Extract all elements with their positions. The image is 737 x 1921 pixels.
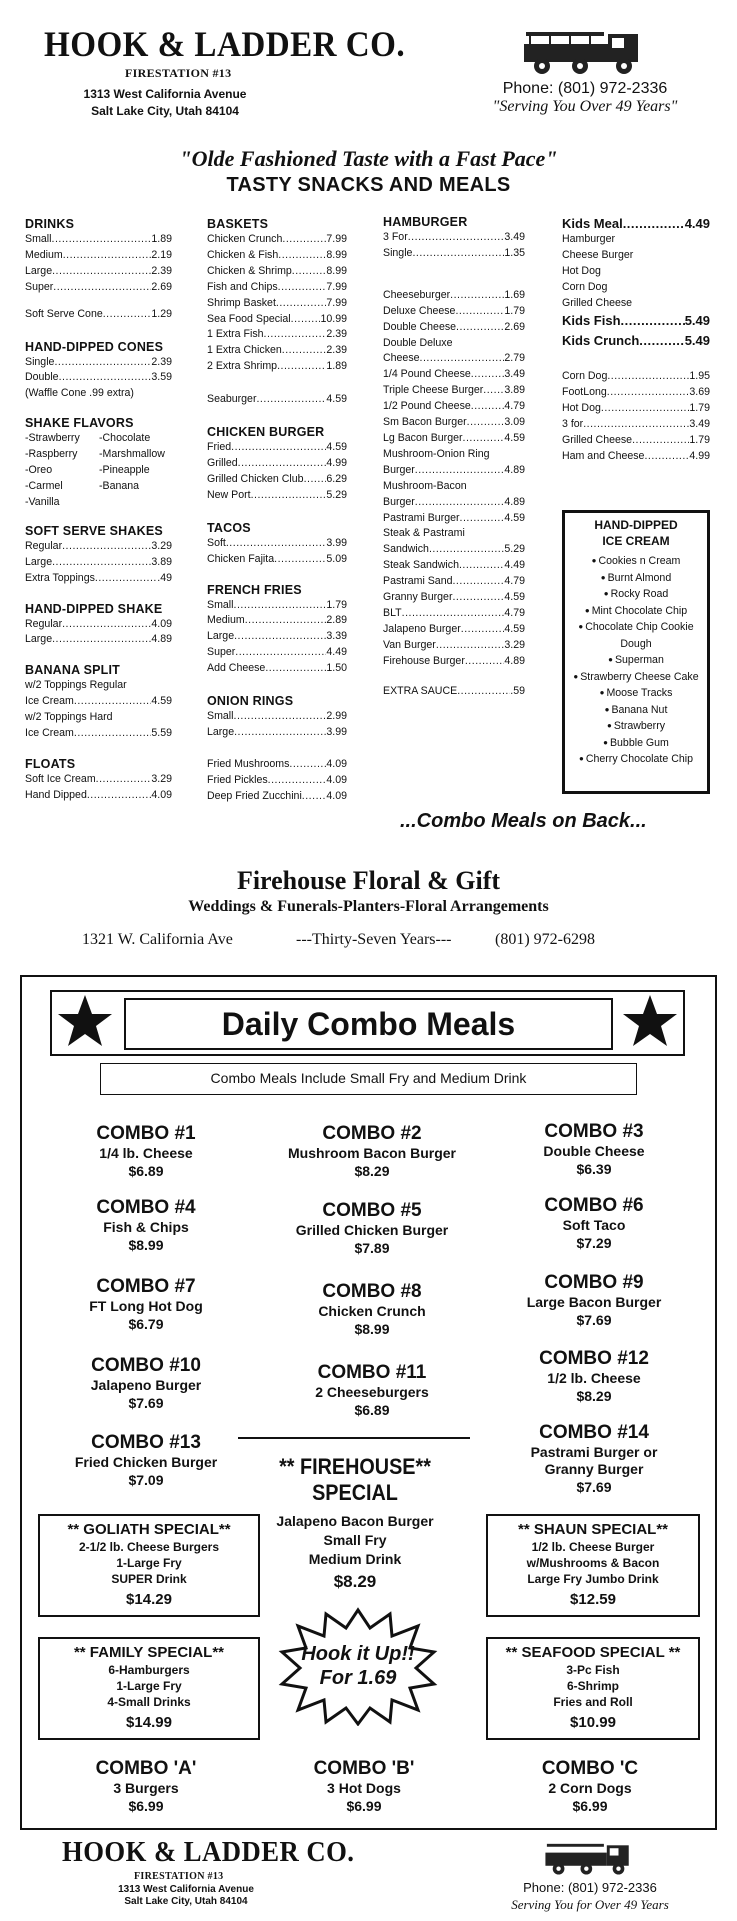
flavor-item: ● Superman [567,652,705,669]
floral-title: Firehouse Floral & Gift [236,866,501,895]
kids-choice: Cheese Burger [562,248,634,261]
combo-10: COMBO #10 Jalapeno Burger $7.69 [90,1355,202,1411]
menu-item: Sea Food Special ..... 10.99 [207,312,347,328]
flavor-item: ● Cookies n Cream [567,553,705,570]
combo-back-note: ...Combo Meals on Back... [400,810,647,832]
menu-item-kids-fish: Kids Fish ..... 5.49 [562,313,710,329]
combo-5: COMBO #5 Grilled Chicken Burger $7.89 [295,1200,449,1256]
menu-item: Fried Mushrooms ..... 4.09 [207,757,347,773]
menu-item: Steak Sandwich ..... 4.49 [383,558,525,574]
fire-truck-icon [520,24,650,76]
menu-item: Pastrami Burger ..... 4.59 [383,511,525,527]
section-baskets: BASKETS [207,217,269,231]
menu-item: Small ..... 1.89 [25,232,172,248]
menu-column-3 [383,214,525,699]
menu-item: Double ..... 3.59 [25,370,172,386]
firehouse-divider [238,1437,470,1439]
menu-item: Chicken & Fish ..... 8.99 [207,248,347,264]
menu-item: Super ..... 4.49 [207,645,347,661]
ice-cream-box [562,510,710,794]
menu-note: Mushroom-Bacon [383,479,467,492]
section-floats: FLOATS [25,756,76,771]
menu-item: Lg Bacon Burger ..... 4.59 [383,431,525,447]
menu-item: Small ..... 2.99 [207,709,347,725]
menu-item: Soft ..... 3.99 [207,536,347,552]
flavor-item: ● Strawberry Cheese Cake [567,669,705,686]
menu-item: Soft Serve Cone ..... 1.29 [25,307,172,323]
combo-9: COMBO #9 Large Bacon Burger $7.69 [526,1272,662,1328]
menu-item: Fried Pickles ..... 4.09 [207,773,347,789]
firestation-label: FIRESTATION #13 [125,66,232,80]
menu-item: Hand Dipped ..... 4.09 [25,788,172,804]
combo-1: COMBO #1 1/4 lb. Cheese $6.89 [96,1123,196,1179]
flavor-item: ● Bubble Gum [567,735,705,752]
menu-item: Burger ..... 4.89 [383,495,525,511]
menu-item: Jalapeno Burger ..... 4.59 [383,622,525,638]
flavor-item: ● Chocolate Chip Cookie [567,619,705,636]
menu-item: Fish and Chips ..... 7.99 [207,280,347,296]
phone-number: Phone: (801) 972-2336 [502,80,668,97]
seafood-special: ** SEAFOOD SPECIAL ** 3-Pc Fish 6-Shrimp Fries and Roll $10.99 [486,1637,700,1740]
combo-4: COMBO #4 Fish & Chips $8.99 [96,1197,196,1253]
menu-item: BLT ..... 4.79 [383,606,525,622]
menu-item: 1 Extra Chicken ..... 2.39 [207,343,347,359]
flavor-item: ● Cherry Chocolate Chip [567,751,705,768]
section-fries: FRENCH FRIES [207,582,302,597]
menu-note: w/2 Toppings Hard [25,711,113,724]
header [0,0,737,200]
menu-item: 1/4 Pound Cheese ..... 3.49 [383,367,525,383]
menu-item: Add Cheese ..... 1.50 [207,661,347,677]
section-cones: HAND-DIPPED CONES [25,339,164,354]
menu-note: Mushroom-Onion Ring [383,447,490,460]
footer-address-line-1: 1313 West California Avenue [118,1884,254,1895]
combo-6: COMBO #6 Soft Taco $7.29 [544,1195,644,1251]
hook-it-up-text: Hook it Up!! For 1.69 [301,1643,415,1689]
menu-item: 3 for ..... 3.49 [562,417,710,433]
menu-item: Ham and Cheese ..... 4.99 [562,449,710,465]
goliath-special: ** GOLIATH SPECIAL** 2-1/2 lb. Cheese Burgers 1-Large Fry SUPER Drink $14.29 [38,1514,260,1617]
flavor-item: ● Moose Tracks [567,685,705,702]
menu-item: Fried ..... 4.59 [207,440,347,456]
footer-phone: Phone: (801) 972-2336 [523,1880,657,1895]
star-icon [621,993,679,1051]
menu-item: Sandwich ..... 5.29 [383,542,525,558]
menu-item: Grilled Cheese ..... 1.79 [562,433,710,449]
menu-item: Large ..... 3.39 [207,629,347,645]
section-banana-split: BANANA SPLIT [25,663,120,678]
menu-item: Pastrami Sand ..... 4.79 [383,574,525,590]
combo-13: COMBO #13 Fried Chicken Burger $7.09 [74,1432,218,1488]
section-chicken-burger: CHICKEN BURGER [207,425,325,440]
menu-item: Single ..... 2.39 [25,355,172,371]
shaun-special: ** SHAUN SPECIAL** 1/2 lb. Cheese Burger w/Mushrooms & Bacon Large Fry Jumbo Drink $12.59 [486,1514,700,1617]
footer-firestation: FIRESTATION #13 [134,1871,224,1882]
kids-choice: Corn Dog [562,280,608,293]
combo-12: COMBO #12 1/2 lb. Cheese $8.29 [539,1348,649,1404]
flavor-item: Dough [620,637,652,650]
menu-item: Deluxe Cheese ..... 1.79 [383,304,525,320]
flavor-item: ● Burnt Almond [567,570,705,587]
sub-tagline: TASTY SNACKS AND MEALS [226,174,511,196]
menu-note: w/2 Toppings Regular [25,679,127,692]
menu-item: Van Burger ..... 3.29 [383,638,525,654]
floral-phone: (801) 972-6298 [495,931,595,948]
address-line-2: Salt Lake City, Utah 84104 [91,104,239,118]
menu-item: Super ..... 2.69 [25,280,172,296]
family-special: ** FAMILY SPECIAL** 6-Hamburgers 1-Large Fry 4-Small Drinks $14.99 [38,1637,260,1740]
menu-item: Ice Cream ..... 5.59 [25,726,172,742]
floral-address: 1321 W. California Ave [82,931,233,948]
combo-b: COMBO 'B' 3 Hot Dogs $6.99 [313,1758,415,1814]
menu-item: Chicken Crunch ..... 7.99 [207,232,347,248]
menu-item: Granny Burger ..... 4.59 [383,590,525,606]
combo-14: COMBO #14 Pastrami Burger or Granny Burger $7.69 [530,1422,658,1495]
combo-title: Daily Combo Meals [124,998,613,1050]
combo-7: COMBO #7 FT Long Hot Dog $6.79 [89,1276,203,1332]
section-shake-flavors: SHAKE FLAVORS [25,416,134,431]
menu-item: Ice Cream ..... 4.59 [25,694,172,710]
menu-item: Medium ..... 2.19 [25,248,172,264]
menu-item: 3 For ..... 3.49 [383,230,525,246]
menu-item: Deep Fried Zucchini ..... 4.09 [207,789,347,805]
menu-item-kids-meal: Kids Meal ..... 4.49 [562,216,710,232]
combo-a: COMBO 'A' 3 Burgers $6.99 [95,1758,197,1814]
flavor-list: -Strawberry -Chocolate -Raspberry -Marshmallow -Oreo -Pineapple -Carmel -Banana -Vanilla [25,432,165,508]
footer-serving: Serving You for Over 49 Years [511,1897,669,1912]
kids-choice: Hot Dog [562,264,601,277]
section-onion-rings: ONION RINGS [207,694,294,709]
combo-8: COMBO #8 Chicken Crunch $8.99 [318,1281,426,1337]
menu-item: Firehouse Burger ..... 4.89 [383,654,525,670]
menu-item: Large ..... 2.39 [25,264,172,280]
ice-cream-title-2: ICE CREAM [602,534,670,548]
flavor-item: ● Banana Nut [567,702,705,719]
menu-item: Single ..... 1.35 [383,246,525,262]
combo-c: COMBO 'C 2 Corn Dogs $6.99 [541,1758,639,1814]
section-soft-shakes: SOFT SERVE SHAKES [25,523,163,538]
section-tacos: TACOS [207,520,251,535]
menu-item: Large ..... 3.99 [207,725,347,741]
firehouse-special: ** FIREHOUSE** SPECIAL Jalapeno Bacon Burger Small Fry Medium Drink $8.29 [276,1454,434,1591]
section-hd-shake: HAND-DIPPED SHAKE [25,601,163,616]
address [60,86,270,120]
menu-item: FootLong ..... 3.69 [562,385,710,401]
flavor-item: ● Mint Chocolate Chip [567,603,705,620]
menu-item: Double Cheese ..... 2.69 [383,320,525,336]
logo: HOOK & LADDER CO. [44,24,406,64]
serving-years: "Serving You Over 49 Years" [492,98,678,115]
menu-item: Triple Cheese Burger ..... 3.89 [383,383,525,399]
footer-logo: HOOK & LADDER CO. [62,1836,355,1868]
star-icon [56,993,114,1051]
combo-3: COMBO #3 Double Cheese $6.39 [543,1121,645,1177]
floral-subtitle: Weddings & Funerals-Planters-Floral Arrangements [188,898,549,915]
kids-choice: Hamburger [562,232,615,245]
tagline: "Olde Fashioned Taste with a Fast Pace" [179,146,558,171]
menu-item: Extra Toppings ..... .49 [25,571,172,587]
menu-item: Corn Dog ..... 1.95 [562,369,710,385]
menu-item: Small ..... 1.79 [207,598,347,614]
flavor-item: ● Rocky Road [567,586,705,603]
menu-item: Shrimp Basket ..... 7.99 [207,296,347,312]
menu-item: Chicken Fajita ..... 5.09 [207,552,347,568]
menu-note: (Waffle Cone .99 extra) [25,387,134,400]
menu-item: Large ..... 4.89 [25,632,172,648]
menu-item: 1 Extra Fish ..... 2.39 [207,327,347,343]
menu-item: Burger ..... 4.89 [383,463,525,479]
menu-item: Sm Bacon Burger ..... 3.09 [383,415,525,431]
menu-item: Soft Ice Cream ..... 3.29 [25,772,172,788]
menu-note: Steak & Pastrami [383,527,465,540]
fire-truck-icon [540,1838,640,1876]
menu-item: Regular ..... 4.09 [25,617,172,633]
kids-choice: Grilled Cheese [562,296,633,309]
menu-item: 2 Extra Shrimp ..... 1.89 [207,359,347,375]
menu-item: 1/2 Pound Cheese ..... 4.79 [383,399,525,415]
flavor-item: ● Strawberry [567,718,705,735]
menu-item: Large ..... 3.89 [25,555,172,571]
menu-item: Cheeseburger ..... 1.69 [383,288,525,304]
menu-note: Double Deluxe [383,336,453,349]
menu-item: Grilled Chicken Club ..... 6.29 [207,472,347,488]
section-hamburger: HAMBURGER [383,215,468,229]
menu-column-1 [25,216,172,804]
menu-item: Cheese ..... 2.79 [383,351,525,367]
menu-item-kids-crunch: Kids Crunch ..... 5.49 [562,333,710,349]
menu-column-2 [207,216,347,805]
menu-item: Chicken & Shrimp ..... 8.99 [207,264,347,280]
combo-2: COMBO #2 Mushroom Bacon Burger $8.29 [287,1123,456,1179]
ice-cream-title-1: HAND-DIPPED [594,518,678,532]
section-drinks: DRINKS [25,217,75,231]
menu-item: Grilled ..... 4.99 [207,456,347,472]
menu-item: Medium ..... 2.89 [207,613,347,629]
floral-years: ---Thirty-Seven Years--- [296,931,452,948]
menu-item: EXTRA SAUCE ..... .59 [383,684,525,700]
combo-includes: Combo Meals Include Small Fry and Medium Drink [100,1063,637,1095]
combo-11: COMBO #11 2 Cheeseburgers $6.89 [315,1362,429,1418]
menu-item: New Port ..... 5.29 [207,488,347,504]
footer-address-line-2: Salt Lake City, Utah 84104 [124,1896,248,1907]
footer-address [86,1884,286,1908]
menu-column-4 [562,216,710,465]
menu-item: Hot Dog ..... 1.79 [562,401,710,417]
menu-item: Seaburger ..... 4.59 [207,392,347,408]
menu-item: Regular ..... 3.29 [25,539,172,555]
address-line-1: 1313 West California Avenue [83,87,247,101]
